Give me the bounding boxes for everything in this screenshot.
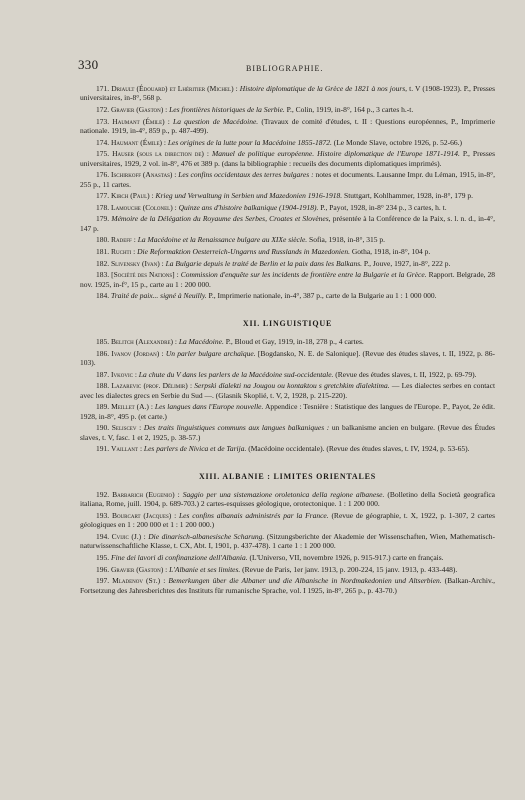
entry-details: Rapport. Belgrade, 28 nov. 1925, in-f°, 15 p., carte au 1 : 200 000. (80, 270, 496, 289)
entry-author: Haumant (Émile) : (112, 116, 170, 126)
entry-details: présentée à la Conférence de la Paix, s. l. n. d., in-4°, 147 p. (80, 214, 496, 233)
entry-details: Gotha, 1918, in-8°, 104 p. (351, 246, 431, 256)
bibliography-entry (80, 291, 495, 300)
bibliography-entry (80, 565, 495, 574)
entry-author: Belitch (Alexandre) : (111, 336, 177, 346)
bibliography-entry (80, 381, 495, 400)
entry-details: (Sitzungsberichte der Akademie der Wissenschaften, Wien, Mathematisch-naturwissenschaftliche Klasse, t. CX, Abt. I, 1901, p. 437-478). 1 carte 1 : 1 200 000. (80, 531, 496, 551)
entry-author: Kirch (Paul) : (111, 191, 154, 201)
entry-author: Ruchti : (111, 246, 136, 256)
bibliography-entry (80, 423, 495, 442)
entry-title: Un parler bulgare archaïque. (165, 348, 256, 358)
bibliography-entry (80, 576, 495, 595)
entry-title: Des traits linguistiques communs aux langues balkaniques : (143, 423, 330, 433)
entry-title: Les langues dans l'Europe nouvelle. (154, 402, 264, 412)
entry-details: P., Colin, 1919, in-8°, 164 p., 3 cartes h.-t. (286, 105, 414, 114)
entry-number: 193. (96, 510, 110, 520)
entry-title: Histoire diplomatique de la Grèce de 1821 à nos jours, (239, 84, 408, 93)
bibliography-entry (80, 490, 495, 509)
entry-number: 174. (96, 137, 110, 147)
entry-author: Radeff : (111, 235, 136, 245)
entry-title: Saggio per una sistemazione oroletonica della regione albanese. (182, 489, 385, 499)
entry-number: 185. (96, 336, 110, 346)
entry-details: (Le Monde Slave, octobre 1926, p. 52-66.) (333, 137, 463, 147)
entry-author: Ivanov (Jordan) : (111, 348, 164, 358)
entry-number: 175. (96, 149, 110, 159)
bibliography-entry (80, 402, 495, 421)
entry-details: P., Imprimerie nationale, in-4°, 387 p., carte de la Bulgarie au 1 : 1 000 000. (208, 291, 437, 301)
entry-author: Driault (Édouard) et Lhéritier (Michel) : (111, 84, 238, 93)
entry-number: 178. (96, 202, 110, 212)
entry-number: 187. (96, 369, 110, 379)
entry-title: Les confins albanais administrés par la France. (179, 510, 329, 520)
entry-title: Quinze ans d'histoire balkanique (1904-1918). (178, 202, 319, 212)
entry-number: 173. (96, 116, 110, 126)
entry-title: Les confins occidentaux des terres bulgares : (178, 170, 314, 180)
entry-title: Commission d'enquête sur les incidents de frontière entre la Bulgarie et la Grèce. (180, 270, 427, 280)
entry-details: P., Payot, 1928, in-8° 234 p., 3 cartes, h. t. (320, 202, 447, 212)
entry-author: [Société des Nations] : (111, 270, 179, 280)
entry-title: Die dinarisch-albanesische Scharung. (148, 531, 265, 541)
entry-number: 176. (96, 170, 110, 180)
entry-title: La Macédoine. (178, 336, 224, 346)
entry-number: 184. (96, 291, 110, 301)
entry-title: Krieg und Verwaltung in Serbien und Mazedonien 1916-1918. (155, 191, 343, 201)
entry-details: [Bogdansko, N. E. de Salonique]. (Revue des études slaves, t. II, 1922, p. 86-103). (80, 348, 496, 367)
page-number: 330 (78, 57, 99, 72)
entry-details: Sofia, 1918, in-8°, 315 p. (309, 235, 385, 245)
entry-title: Mémoire de la Délégation du Royaume des Serbes, Croates et Slovènes, (111, 214, 331, 224)
entry-details: P., Bloud et Gay, 1919, in-18, 278 p., 4 cartes. (225, 336, 364, 346)
entry-title: Bemerkungen über die Albaner und die Albanische in Nordmakedonien und Altserbien. (168, 576, 442, 586)
entry-details: Stuttgart, Kohlhammer, 1928, in-8°, 179 p. (344, 191, 473, 201)
entry-title: La question de Macédoine. (173, 116, 259, 126)
entry-details: (Travaux de comité d'études, t. II : Questions européennes, P., Imprimerie nationale. 1919, in-4°, 859 p., p. 487-499). (80, 116, 496, 135)
entry-title: Die Reformaktion Oesterreich-Ungarns und Russlands in Mazedonien. (137, 246, 350, 256)
entry-title: Traité de paix... signé à Neuilly. (111, 291, 207, 301)
entry-number: 194. (96, 531, 110, 541)
entry-number: 181. (96, 246, 110, 256)
entry-details: P., Presses universitaires, 1929, 2 vol. in-8°, 476 et 389 p. (dans la bibliographie : recueils des documents diplomatiques imprimés). (80, 149, 495, 168)
entry-author: Lazarevic (prof. Dělimir) : (111, 381, 193, 391)
bibliography-entry (80, 511, 495, 530)
entry-author: Bourcart (Jacques) : (111, 510, 177, 520)
entry-number: 179. (96, 214, 110, 224)
bibliography-entry (80, 214, 495, 233)
entry-details: notes et documents. Lausanne Impr. du Léman, 1915, in-8°, 255 p., 11 cartes. (80, 170, 495, 189)
entry-details: (Revue de géographie, t. X, 1922, p. 1-307, 2 cartes géologiques en 1 : 200 000 et 1 : 1 200 000.) (80, 510, 496, 530)
entry-author: Gravier (Gaston) : (111, 105, 168, 114)
bibliography-entry (80, 149, 495, 168)
entry-title: Manuel de politique européenne. Histoire diplomatique de l'Europe 1871-1914. (211, 149, 460, 159)
entry-details: (Revue de Paris, 1er janv. 1913, p. 200-224, 15 janv. 1913, p. 433-448). (242, 564, 458, 574)
entry-author: Haumant (Émile) : (111, 137, 166, 147)
bibliography-entry (80, 203, 495, 212)
entry-list-linguistique (80, 337, 495, 454)
entry-title: Les frontières historiques de la Serbie. (169, 105, 285, 114)
entry-number: 186. (96, 348, 110, 358)
entry-number: 180. (96, 235, 110, 245)
entry-title: L'Albanie et ses limites. (169, 564, 241, 574)
bibliography-entry (80, 84, 495, 103)
entry-number: 195. (96, 552, 110, 562)
entry-title: La Macédoine et la Renaissance bulgare au XIXe siècle. (137, 235, 308, 245)
entry-number: 190. (96, 423, 110, 433)
entry-title: Serpski dïalekti na Jougou ou kontaktou s gretchkim dïalektima. (194, 381, 390, 391)
bibliography-entry (80, 349, 495, 368)
bibliography-entry (80, 138, 495, 147)
entry-number: 196. (96, 564, 110, 574)
bibliography-entry (80, 259, 495, 268)
entry-list-political (80, 84, 495, 301)
bibliography-entry (80, 247, 495, 256)
bibliography-entry (80, 532, 495, 551)
bibliography-entry (80, 553, 495, 562)
bibliography-entry (80, 235, 495, 244)
entry-author: Vaillant : (111, 444, 143, 454)
entry-author: Mladenov (St.) : (112, 576, 166, 586)
entry-details: (Macédoine occidentale). (Revue des études slaves, t. IV, 1924, p. 53-65). (248, 444, 470, 454)
running-title: BIBLIOGRAPHIE. (246, 64, 324, 73)
entry-author: Barbarich (Eugenio) : (112, 489, 180, 499)
entry-author: Seliscev : (111, 423, 142, 433)
entry-author: Hauser (sous la direction de) : (112, 149, 209, 159)
bibliography-entry (80, 270, 495, 289)
entry-details: un balkanisme ancien en bulgare. (Revue des Études slaves, t. V, fasc. 1 et 2, 1925, p. 38-57.) (80, 423, 495, 442)
bibliography-entry (80, 191, 495, 200)
entry-number: 188. (96, 381, 110, 391)
entry-details: (Balkan-Archiv., Fortsetzung des Jahresberichtes des Instituts für rumanische Sprache, vol. I 1925, in-8°, 265 p., p. 43-70.) (80, 576, 495, 595)
entry-details: Appendice : Tesnière : Statistique des langues de l'Europe. P., Payot, 2e édit. 1928, in-8°, 495 p. (et carte.) (80, 402, 496, 421)
entry-number: 189. (96, 402, 110, 412)
entry-title: Les parlers de Nivica et de Tarija. (143, 444, 247, 454)
entry-number: 171. (96, 84, 110, 93)
section-heading-albanie: XIII. ALBANIE : LIMITES ORIENTALES (198, 471, 377, 481)
entry-title: La Bulgarie depuis le traité de Berlin et la paix dans les Balkans. (165, 258, 362, 268)
bibliography-entry (80, 117, 495, 136)
entry-author: Lamouche (Colonel) : (111, 202, 177, 212)
entry-list-albanie (80, 490, 495, 595)
entry-author: Ischirkoff (Anastas) : (111, 170, 177, 180)
entry-details: (Revue des études slaves, t. II, 1922, p. 69-79). (335, 369, 477, 379)
bibliography-entry (80, 337, 495, 346)
entry-author: Ivkovic : (111, 369, 137, 379)
section-heading-linguistique: XII. LINGUISTIQUE (242, 318, 333, 328)
entry-author: Cvijic (J.) : (111, 531, 146, 541)
entry-details: t. V (1908-1923). P., Presses universitaires, in-8°, 568 p. (80, 84, 496, 103)
entry-number: 192. (96, 489, 110, 499)
entry-title: Les origines de la lutte pour la Macédoine 1855-1872. (167, 137, 332, 147)
entry-details: (Bolletino della Società geografica italiana, Rome, juill. 1904, p. 689-703.) 2 cartes-esquisses géologique, orotectonique. 1 : 1 200 000. (80, 489, 496, 509)
bibliography-entry (80, 370, 495, 379)
entry-author: Slivensky (Ivan) : (111, 258, 164, 268)
entry-number: 183. (96, 270, 110, 280)
entry-number: 182. (96, 258, 110, 268)
entry-title: La chute du V dans les parlers de la Macédoine sud-occidentale. (138, 369, 334, 379)
bibliography-entry (80, 170, 495, 189)
entry-details: (L'Universo, VII, novembre 1926, p. 915-917.) carte en français. (249, 552, 444, 562)
entry-details: P., Jouve, 1927, in-8°, 222 p. (363, 258, 451, 268)
bibliography-entry (80, 444, 495, 453)
entry-number: 177. (96, 191, 110, 201)
entry-number: 197. (96, 576, 110, 586)
entry-author: Gravier (Gaston) : (111, 564, 168, 574)
entry-author: Meillet (A.) : (111, 402, 153, 412)
entry-title: Fine dei lavori di confinanzione dell'Albania. (111, 552, 248, 562)
entry-number: 191. (96, 444, 110, 454)
entry-number: 172. (96, 105, 110, 114)
entry-details: — Les dialectes serbes en contact avec les dialectes grecs en Serbie du Sud —. (Glasnik Skoplié, t. V, 2, 1928, p. 215-220). (80, 381, 496, 400)
bibliography-content (80, 84, 495, 597)
bibliography-entry (80, 105, 495, 114)
